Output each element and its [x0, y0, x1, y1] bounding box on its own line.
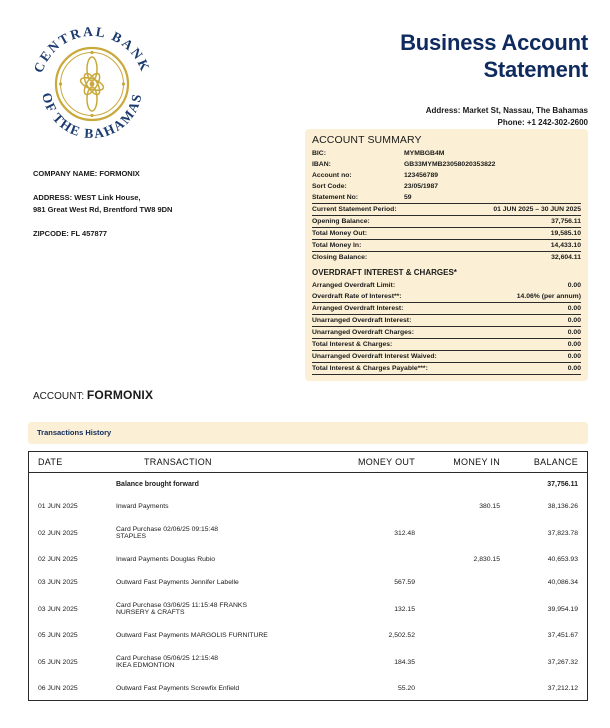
row-money-out: 567.59	[394, 579, 415, 586]
transactions-history-title: Transactions History	[37, 428, 112, 437]
row-description-line1: Outward Fast Payments Screwfix Enfield	[116, 685, 240, 692]
table-row	[29, 518, 587, 548]
overdraft-interest-waived	[312, 350, 581, 362]
summary-total-money-in-value: 14,433.10	[550, 241, 581, 249]
summary-field-account-no	[312, 170, 581, 181]
column-header-balance: BALANCE	[533, 457, 578, 467]
row-money-out: 312.48	[394, 529, 415, 537]
overdraft-total-interest-charges-label: Total Interest & Charges:	[312, 340, 393, 348]
transactions-history-band	[28, 422, 588, 444]
table-row	[29, 624, 587, 647]
row-money-in: 380.15	[479, 503, 500, 510]
row-date: 01 JUN 2025	[38, 503, 78, 510]
overdraft-unarranged-interest-value: 0.00	[567, 316, 581, 324]
document-title-line2: Statement	[483, 56, 588, 82]
summary-field-account-no-value: 123456789	[404, 171, 439, 179]
logo-arc-top: CENTRAL BANK	[30, 23, 154, 75]
summary-field-bic-label: BIC:	[312, 149, 326, 157]
summary-opening-balance-value: 37,756.11	[551, 217, 581, 225]
company-name: COMPANY NAME: FORMONIX	[33, 169, 140, 178]
bank-address: Address: Market St, Nassau, The Bahamas	[425, 106, 588, 115]
overdraft-unarranged-interest	[312, 314, 581, 326]
table-header-row	[29, 452, 587, 473]
summary-total-money-in	[312, 239, 581, 251]
row-money-out: 2,502.52	[388, 632, 415, 639]
overdraft-unarranged-charges-value: 0.00	[567, 328, 581, 336]
summary-field-iban-value: GB33MYMB23058020353822	[404, 160, 496, 168]
row-description-line1: Outward Fast Payments Jennifer Labelle	[116, 579, 239, 586]
summary-opening-balance	[312, 215, 581, 227]
summary-field-account-no-label: Account no:	[312, 171, 352, 179]
account-name-label: ACCOUNT:	[33, 391, 85, 402]
row-balance: 40,653.93	[547, 556, 578, 563]
document-title	[258, 30, 588, 84]
row-balance: 40,086.34	[547, 579, 578, 586]
table-row	[29, 594, 587, 624]
row-description-line2: NURSERY & CRAFTS	[116, 609, 185, 616]
summary-field-statement-no-value: 59	[404, 193, 412, 201]
summary-field-statement-no-label: Statement No:	[312, 193, 359, 201]
summary-closing-balance-label: Closing Balance:	[312, 253, 368, 261]
overdraft-rate-of-interest	[312, 291, 581, 302]
row-balance: 37,267.32	[547, 658, 578, 666]
summary-field-sort-code-value: 23/05/1987	[404, 182, 439, 190]
overdraft-total-interest-charges	[312, 338, 581, 350]
row-date: 06 JUN 2025	[38, 685, 78, 692]
row-money-out: 132.15	[394, 605, 415, 613]
row-balance: 39,954.19	[547, 605, 578, 613]
company-address-line2: 981 Great West Rd, Brentford TW8 9DN	[33, 204, 173, 214]
document-title-line1: Business Account	[400, 30, 588, 55]
overdraft-unarranged-charges-label: Unarranged Overdraft Charges:	[312, 328, 414, 336]
overdraft-interest-waived-value: 0.00	[567, 352, 581, 360]
summary-total-money-out	[312, 227, 581, 239]
table-row	[29, 548, 587, 571]
summary-field-sort-code-label: Sort Code:	[312, 182, 347, 190]
overdraft-arranged-limit	[312, 280, 581, 291]
table-row	[29, 495, 587, 518]
overdraft-total-payable-value: 0.00	[567, 364, 581, 372]
row-description-line1: Inward Payments	[116, 503, 169, 510]
row-description-line2: STAPLES	[116, 533, 147, 540]
svg-text:CENTRAL BANK	[31, 24, 154, 75]
overdraft-arranged-interest-value: 0.00	[567, 304, 581, 312]
row-description-line1: Card Purchase 02/06/25 09:15:48	[116, 526, 219, 533]
row-date: 02 JUN 2025	[38, 529, 78, 537]
row-description	[116, 556, 330, 563]
summary-field-iban	[312, 159, 581, 170]
row-description-line1: Outward Fast Payments MARGOLIS FURNITURE	[116, 632, 268, 639]
row-money-out: 184.35	[394, 658, 415, 666]
overdraft-rate-of-interest-label: Overdraft Rate of Interest**:	[312, 292, 402, 300]
row-money-in: 2,830.15	[473, 556, 500, 563]
summary-total-money-out-value: 19,585.10	[550, 229, 581, 237]
summary-total-money-out-label: Total Money Out:	[312, 229, 367, 237]
row-description-line1: Card Purchase 03/06/25 11:15:48 FRANKS	[116, 602, 247, 609]
row-description	[116, 602, 330, 616]
summary-closing-balance-value: 32,604.11	[551, 253, 581, 261]
footer-watermark	[255, 688, 585, 718]
table-row	[29, 571, 587, 594]
company-address	[33, 192, 283, 215]
row-description	[116, 526, 330, 540]
summary-opening-balance-label: Opening Balance:	[312, 217, 370, 225]
row-description	[116, 579, 330, 586]
overdraft-unarranged-charges	[312, 326, 581, 338]
summary-statement-period-value: 01 JUN 2025 – 30 JUN 2025	[493, 205, 581, 213]
brought-forward-label: Balance brought forward	[116, 480, 199, 488]
row-date: 03 JUN 2025	[38, 605, 78, 613]
summary-field-bic	[312, 148, 581, 159]
row-money-out: 55.20	[397, 685, 415, 692]
column-header-money-out: MONEY OUT	[357, 457, 415, 467]
row-description-line2: IKEA EDMONTION	[116, 662, 175, 669]
summary-statement-period	[312, 203, 581, 215]
account-name-line	[33, 388, 153, 402]
overdraft-arranged-interest	[312, 302, 581, 314]
column-header-date: DATE	[38, 457, 63, 467]
row-date: 05 JUN 2025	[38, 658, 78, 666]
brought-forward-balance: 37,756.11	[547, 480, 578, 488]
overdraft-title: OVERDRAFT INTEREST & CHARGES*	[312, 268, 457, 277]
row-date: 03 JUN 2025	[38, 579, 78, 586]
row-date: 05 JUN 2025	[38, 632, 78, 639]
column-header-money-in: MONEY IN	[453, 457, 500, 467]
overdraft-total-payable-label: Total Interest & Charges Payable***:	[312, 364, 428, 372]
row-description	[116, 632, 330, 639]
row-description	[116, 503, 330, 510]
row-date: 02 JUN 2025	[38, 556, 78, 563]
row-balance: 37,212.12	[547, 685, 578, 692]
summary-field-bic-value: MYMBGB4M	[404, 149, 445, 157]
overdraft-interest-waived-label: Unarranged Overdraft Interest Waived:	[312, 352, 437, 360]
sand-dollar-seal-icon	[22, 22, 162, 140]
row-balance: 37,451.67	[547, 632, 578, 639]
row-description	[116, 655, 330, 669]
company-address-line1: ADDRESS: WEST Link House,	[33, 193, 141, 203]
overdraft-arranged-limit-value: 0.00	[567, 281, 581, 289]
customer-details	[33, 168, 283, 239]
overdraft-rate-of-interest-value: 14.06% (per annum)	[516, 292, 581, 300]
overdraft-unarranged-interest-label: Unarranged Overdraft Interest:	[312, 316, 412, 324]
transactions-table	[28, 451, 588, 701]
account-summary-title: ACCOUNT SUMMARY	[312, 134, 422, 146]
summary-field-statement-no	[312, 192, 581, 203]
bank-logo	[22, 22, 162, 140]
overdraft-total-payable	[312, 362, 581, 375]
row-balance: 38,136.26	[547, 503, 578, 510]
row-description-line1: Card Purchase 05/06/25 12:15:48	[116, 655, 219, 662]
table-row	[29, 647, 587, 677]
balance-brought-forward-row	[29, 473, 587, 495]
account-name-value: FORMONIX	[86, 388, 154, 402]
account-summary-panel	[305, 129, 588, 270]
logo-arc-bottom: OF THE BAHAMAS	[39, 91, 145, 140]
bank-phone: Phone: +1 242-302-2600	[497, 118, 588, 128]
company-zipcode: ZIPCODE: FL 457877	[33, 228, 108, 238]
row-description-line1: Inward Payments Douglas Rubio	[116, 556, 215, 563]
overdraft-panel	[305, 262, 588, 381]
bank-contact-block	[258, 105, 588, 130]
column-header-transaction: TRANSACTION	[144, 457, 212, 467]
overdraft-arranged-limit-label: Arranged Overdraft Limit:	[312, 281, 396, 289]
summary-field-sort-code	[312, 181, 581, 192]
summary-field-iban-label: IBAN:	[312, 160, 331, 168]
row-balance: 37,823.78	[547, 529, 578, 537]
summary-statement-period-label: Current Statement Period:	[312, 205, 397, 213]
summary-total-money-in-label: Total Money In:	[312, 241, 362, 249]
overdraft-arranged-interest-label: Arranged Overdraft Interest:	[312, 304, 404, 312]
overdraft-total-interest-charges-value: 0.00	[567, 340, 581, 348]
